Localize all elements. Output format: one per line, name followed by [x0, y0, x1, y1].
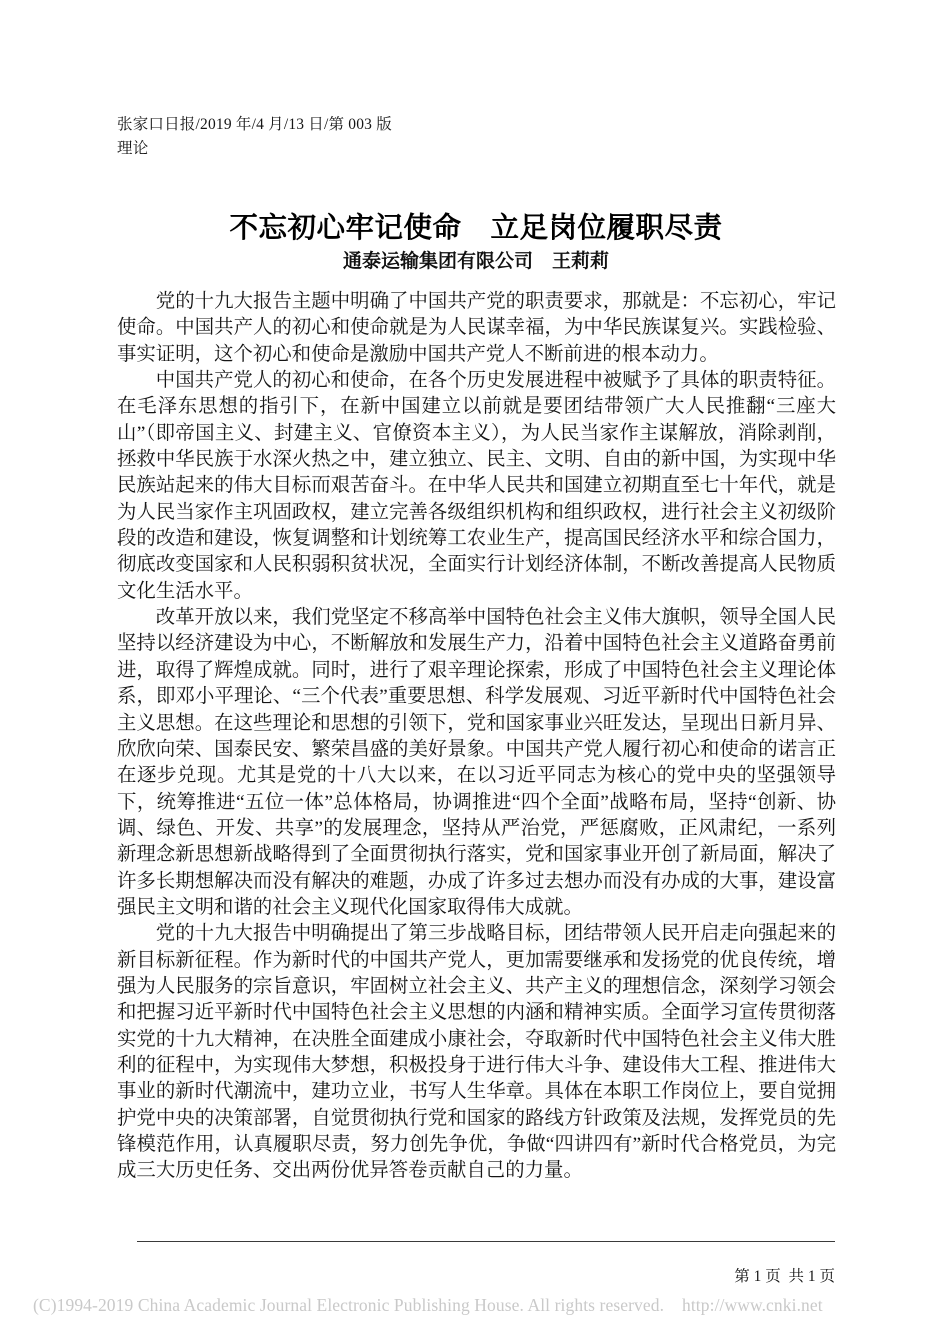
copyright-notice: (C)1994-2019 China Academic Journal Electronic Publishing House. All rights reserved. http://www.cnki.net — [33, 1295, 823, 1315]
source-section-line: 理论 — [117, 140, 149, 157]
article-paragraph: 改革开放以来，我们党坚定不移高举中国特色社会主义伟大旗帜，领导全国人民坚持以经济建设为中心，不断解放和发展生产力，沿着中国特色社会主义道路奋勇前进，取得了辉煌成就。同时，进行了艰辛理论探索，形成了中国特色社会主义理论体系，即邓小平理论、“三个代表”重要思想、科学发展观、习近平新时代中国特色社会主义思想。在这些理论和思想的引领下，党和国家事业兴旺发达，呈现出日新月异、欣欣向荣、国泰民安、繁荣昌盛的美好景象。中国共产党人履行初心和使命的诺言正在逐步兑现。尤其是党的十八大以来，在以习近平同志为核心的党中央的坚强领导下，统筹推进“五位一体”总体格局，协调推进“四个全面”战略布局，坚持“创新、协调、绿色、开发、共享”的发展理念，坚持从严治党，严惩腐败，正风肃纪，一系列新理念新思想新战略得到了全面贯彻执行落实，党和国家事业开创了新局面，解决了许多长期想解决而没有解决的难题，办成了许多过去想办而没有办成的大事，建设富强民主文明和谐的社会主义现代化国家取得伟大成就。 — [117, 607, 836, 918]
article-title: 不忘初心牢记使命 立足岗位履职尽责 — [229, 212, 723, 245]
article-paragraph: 党的十九大报告中明确提出了第三步战略目标，团结带领人民开启走向强起来的新目标新征程。作为新时代的中国共产党人，更加需要继承和发扬党的优良传统，增强为人民服务的宗旨意识，牢固树立社会主义、共产主义的理想信念，深刻学习领会和把握习近平新时代中国特色社会主义思想的内涵和精神实质。全面学习宣传贯彻落实党的十九大精神，在决胜全面建成小康社会，夺取新时代中国特色社会主义伟大胜利的征程中，为实现伟大梦想，积极投身于进行伟大斗争、建设伟大工程、推进伟大事业的新时代潮流中，建功立业，书写人生华章。具体在本职工作岗位上，要自觉拥护党中央的决策部署，自觉贯彻执行党和国家的路线方针政策及法规，发挥党员的先锋模范作用，认真履职尽责，努力创先争优，争做“四讲四有”新时代合格党员，为完成三大历史任务、交出两份优异答卷贡献自己的力量。 — [117, 923, 836, 1182]
article-paragraph: 中国共产党人的初心和使命，在各个历史发展进程中被赋予了具体的职责特征。在毛泽东思想的指引下，在新中国建立以前就是要团结带领广大人民推翻“三座大山”（即帝国主义、封建主义、官僚资本主义），为人民当家作主谋解放，消除剥削，拯救中华民族于水深火热之中，建立独立、民主、文明、自由的新中国，为实现中华民族站起来的伟大目标而艰苦奋斗。在中华人民共和国建立初期直至七十年代，就是为人民当家作主巩固政权，建立完善各级组织机构和组织政权，进行社会主义初级阶段的改造和建设，恢复调整和计划统筹工农业生产，提高国民经济水平和综合国力，彻底改变国家和人民积弱积贫状况，全面实行计划经济体制，不断改善提高人民物质文化生活水平。 — [117, 370, 836, 602]
source-publication-line: 张家口日报/2019 年/4 月/13 日/第 003 版 — [117, 116, 392, 133]
article-body — [117, 289, 836, 1185]
document-source-header — [117, 113, 837, 161]
page-number-indicator: 第 1 页 共 1 页 — [734, 1268, 835, 1285]
article-paragraph: 党的十九大报告主题中明确了中国共产党的职责要求，那就是：不忘初心，牢记使命。中国共产人的初心和使命就是为人民谋幸福，为中华民族谋复兴。实践检验、事实证明，这个初心和使命是激励中国共产党人不断前进的根本动力。 — [117, 291, 836, 365]
article-byline: 通泰运输集团有限公司 王莉莉 — [342, 251, 609, 272]
